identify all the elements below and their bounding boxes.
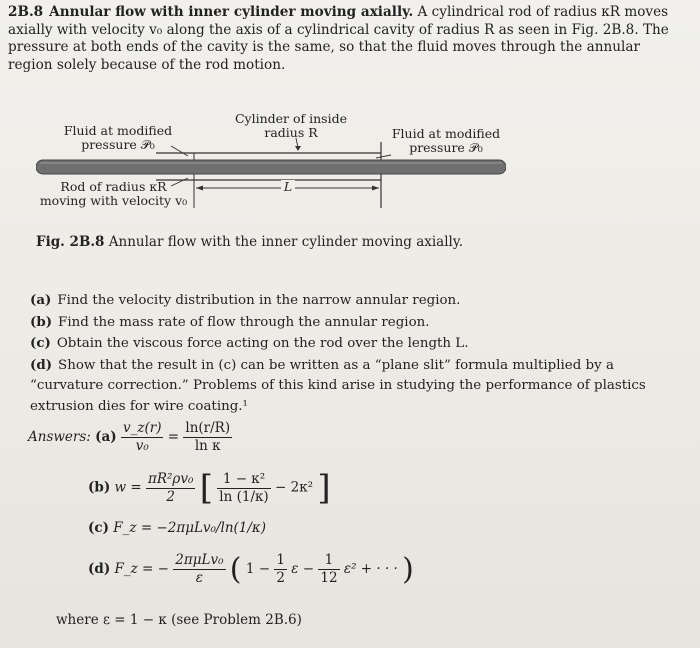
label-rod xyxy=(36,180,191,208)
answers-heading: Answers: xyxy=(28,429,91,445)
answer-b xyxy=(88,468,331,508)
part-a-label: (a) xyxy=(30,292,52,308)
label-fluid-left xyxy=(58,124,178,152)
label-cylinder xyxy=(231,112,351,140)
answer-b-frac xyxy=(146,471,195,506)
answer-d-series-2: ε − xyxy=(291,561,315,577)
answer-d-frac-num: 2πμLv₀ xyxy=(175,552,224,568)
label-fluid-right xyxy=(386,127,506,155)
answer-d-half-num: 1 xyxy=(276,552,285,568)
part-c-text: Obtain the viscous force acting on the rod over the length L. xyxy=(56,336,469,351)
part-c-label: (c) xyxy=(30,335,51,351)
part-d xyxy=(30,355,690,418)
answer-b-frac-num: πR²ρv₀ xyxy=(147,470,194,487)
answer-d-frac-den: ε xyxy=(195,570,203,586)
answer-d-half-den: 2 xyxy=(276,570,285,586)
label-fluid-left-line2: pressure 𝒫₀ xyxy=(81,137,155,152)
answer-a-lhs-num: v_z(r) xyxy=(122,420,162,436)
answer-a-lhs xyxy=(121,420,163,455)
answer-a-rhs-num: ln(r/R) xyxy=(185,420,231,436)
answer-c-label: (c) xyxy=(88,520,109,536)
answer-where: where ε = 1 − κ (see Problem 2B.6) xyxy=(56,612,302,628)
answer-d-frac xyxy=(173,552,225,587)
answer-a-eq: = xyxy=(167,429,180,445)
answer-c-text: F_z = −2πμLv₀/ln(1/κ) xyxy=(113,520,267,536)
figure-caption xyxy=(36,234,463,250)
figure-2b8-diagram xyxy=(36,108,506,218)
label-fluid-right-line2: pressure 𝒫₀ xyxy=(409,140,483,155)
answer-d-twelfth xyxy=(318,552,339,587)
answer-b-label: (b) xyxy=(88,479,111,496)
answer-b-inner-frac xyxy=(217,471,270,506)
part-b xyxy=(30,312,690,334)
answer-d-half xyxy=(274,552,287,587)
problem-statement xyxy=(8,4,688,74)
label-fluid-left-line1: Fluid at modified xyxy=(63,123,173,138)
part-d-label: (d) xyxy=(30,356,53,373)
label-length-L: L xyxy=(281,180,295,194)
part-b-text: Find the mass rate of flow through the annular region. xyxy=(58,314,430,330)
dimension-L-arrow-left xyxy=(196,186,203,191)
answer-a xyxy=(28,420,232,455)
label-rod-line1: Rod of radius κR xyxy=(60,179,167,194)
caption-text: Annular flow with the inner cylinder moving axially. xyxy=(108,234,463,250)
answer-b-inner-den: ln (1/κ) xyxy=(219,488,269,505)
part-b-label: (b) xyxy=(30,313,53,330)
answer-b-tail: − 2κ² xyxy=(275,479,314,496)
problem-parts xyxy=(30,290,690,417)
answer-d-close-paren: ) xyxy=(402,552,414,587)
answer-d-lhs: F_z = − xyxy=(114,561,169,577)
answer-d-open-paren: ( xyxy=(229,552,242,587)
answer-b-lhs: w = xyxy=(114,479,142,496)
label-fluid-right-line1: Fluid at modified xyxy=(391,126,501,141)
problem-number: 2B.8 xyxy=(8,4,44,20)
answer-d-series-3: ε² + · · · xyxy=(343,561,398,577)
answer-a-rhs xyxy=(183,420,232,455)
answer-b-frac-den: 2 xyxy=(166,488,175,505)
answer-d-label: (d) xyxy=(88,561,111,577)
part-c xyxy=(30,333,690,355)
part-d-text: Show that the result in (c) can be written as a “plane slit” formula multiplied by a “curvature correction.” Problems of this kind arise in studying the performance of plastics extrusion dies for wire coating.¹ xyxy=(30,357,646,414)
caption-label: Fig. 2B.8 xyxy=(36,234,105,250)
problem-body: A cylindrical rod of radius κR moves axially with velocity v₀ along the axis of a cylindrical cavity of radius R as seen in Fig. 2B.8. The pressure at both ends of the cavity is the same, so that the fluid moves through the annular region solely because of the rod motion. xyxy=(8,4,669,73)
pointer-cylinder-head xyxy=(295,146,301,151)
answer-d xyxy=(88,552,414,587)
answer-b-close-bracket: ] xyxy=(317,468,331,508)
answer-d-series-1: 1 − xyxy=(245,561,271,577)
dimension-L-arrow-right xyxy=(372,186,379,191)
label-cylinder-line2: radius R xyxy=(264,125,318,140)
pointer-right-fluid xyxy=(376,155,391,158)
answer-d-twelfth-num: 1 xyxy=(318,552,339,570)
moving-rod xyxy=(36,160,506,174)
answer-b-open-bracket: [ xyxy=(199,468,213,508)
problem-title: Annular flow with inner cylinder moving axially. xyxy=(49,4,414,20)
answer-d-twelfth-den: 12 xyxy=(320,570,338,586)
answer-b-inner-num: 1 − κ² xyxy=(217,471,270,489)
answer-a-rhs-den: ln κ xyxy=(194,438,221,454)
label-rod-line2: moving with velocity v₀ xyxy=(39,193,188,208)
part-a-text: Find the velocity distribution in the narrow annular region. xyxy=(57,293,461,308)
answer-c xyxy=(88,520,266,536)
answer-a-label: (a) xyxy=(95,429,117,445)
answer-a-lhs-den: v₀ xyxy=(135,438,149,454)
label-cylinder-line1: Cylinder of inside xyxy=(234,111,347,126)
part-a xyxy=(30,290,690,312)
